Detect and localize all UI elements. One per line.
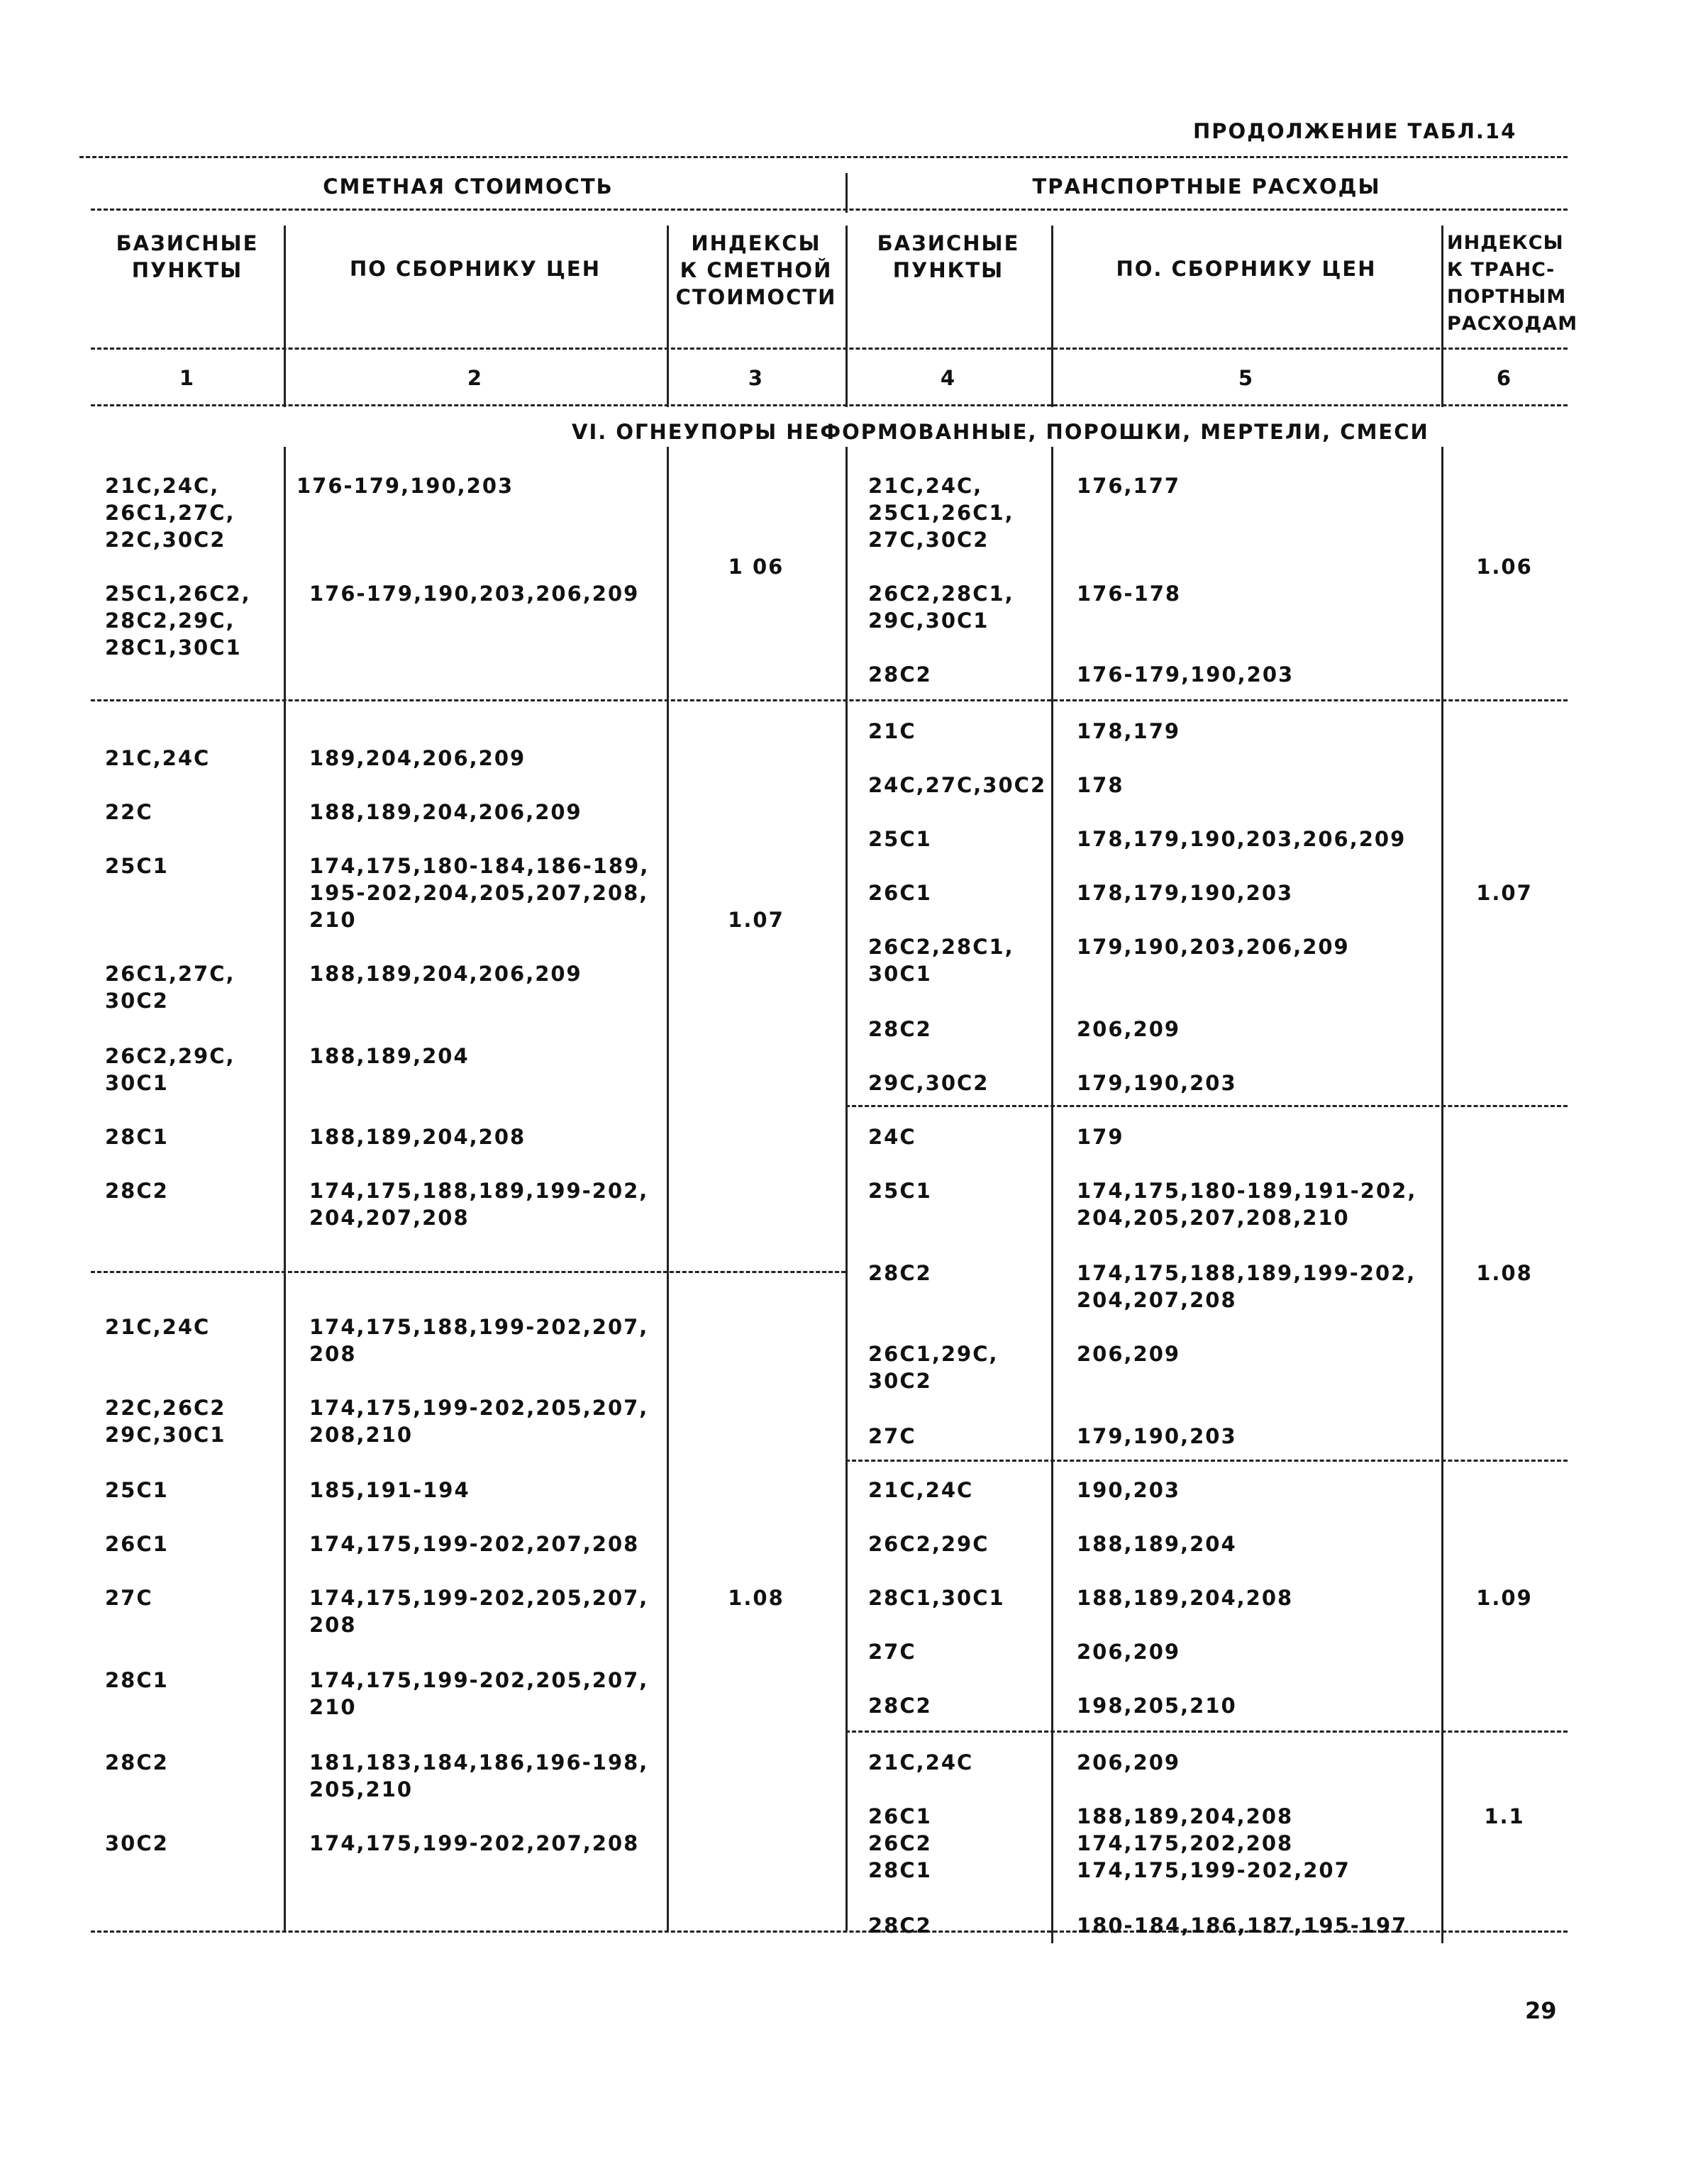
right-points: 26С1 — [868, 881, 932, 905]
right-points: 28С2 — [868, 1913, 932, 1938]
col-number-1: 1 — [179, 366, 196, 390]
right-prices: 179 — [1077, 1125, 1124, 1149]
right-points: 26С1,29С, 30С2 — [868, 1342, 999, 1393]
left-points: 28С2 — [105, 1750, 169, 1774]
right-points: 28С2 — [868, 1017, 932, 1041]
right-points: 29С,30С2 — [868, 1071, 989, 1095]
left-points: 25С1,26С2, 28С2,29С, 28С1,30С1 — [105, 582, 251, 660]
right-prices: 188,189,204,208 174,175,202,208 174,175,199-202,207 — [1077, 1804, 1351, 1882]
right-points: 21С,24С — [868, 1750, 974, 1774]
right-points: 24С — [868, 1125, 916, 1149]
right-prices: 180-184,186,187,195-197 — [1077, 1913, 1408, 1938]
right-prices: 174,175,180-189,191-202, 204,205,207,208,210 — [1077, 1179, 1417, 1230]
left-points: 26С2,29С, 30С1 — [105, 1044, 235, 1095]
right-points: 26С2,28С1, 29С,30С1 — [868, 582, 1014, 633]
left-index: 1 06 — [728, 555, 784, 579]
left-prices: 174,175,199-202,205,207, 208,210 — [309, 1396, 649, 1447]
right-prices: 190,203 — [1077, 1478, 1181, 1502]
separator-1-2 — [284, 447, 286, 1931]
left-prices: 188,189,204,208 — [309, 1125, 526, 1149]
left-prices: 174,175,188,189,199-202, 204,207,208 — [309, 1179, 649, 1230]
header-col3: ИНДЕКСЫ К СМЕТНОЙ СТОИМОСТИ — [675, 231, 837, 309]
left-index: 1.07 — [728, 908, 784, 932]
header-col2: ПО СБОРНИКУ ЦЕН — [350, 257, 601, 281]
right-prices: 188,189,204 — [1077, 1532, 1237, 1556]
right-prices: 179,190,203 — [1077, 1424, 1237, 1448]
separator-2-3 — [667, 447, 669, 1931]
rule-right-group-2 — [845, 1105, 1568, 1107]
left-points: 30С2 — [105, 1831, 169, 1855]
rule-right-group-3 — [845, 1460, 1568, 1462]
left-prices: 188,189,204 — [309, 1044, 470, 1068]
left-prices: 185,191-194 — [309, 1478, 470, 1502]
right-points: 27С — [868, 1640, 916, 1664]
left-prices: 174,175,188,199-202,207, 208 — [309, 1315, 649, 1366]
header-col6: ИНДЕКСЫ К ТРАНС- ПОРТНЫМ РАСХОДАМ — [1447, 232, 1578, 335]
left-prices: 174,175,180-184,186-189, 195-202,204,205,207,208, 210 — [309, 854, 650, 932]
right-points: 25С1 — [868, 827, 932, 851]
col-number-6: 6 — [1496, 366, 1513, 390]
right-points: 28С2 — [868, 1261, 932, 1285]
left-points: 28С1 — [105, 1125, 169, 1149]
right-points: 26С2,28С1, 30С1 — [868, 935, 1014, 986]
left-points: 22С,26С2 29С,30С1 — [105, 1396, 226, 1447]
col-number-3: 3 — [748, 366, 765, 390]
right-prices: 206,209 — [1077, 1640, 1181, 1664]
right-points: 28С2 — [868, 662, 932, 687]
left-points: 28С2 — [105, 1179, 169, 1203]
right-prices: 179,190,203,206,209 — [1077, 935, 1350, 959]
right-index: 1.06 — [1476, 555, 1533, 579]
header-col4: БАЗИСНЫЕ ПУНКТЫ — [877, 231, 1020, 282]
section-title: VI. ОГНЕУПОРЫ НЕФОРМОВАННЫЕ, ПОРОШКИ, МЕРТЕЛИ, СМЕСИ — [572, 420, 1429, 444]
left-points: 25С1 — [105, 854, 169, 878]
right-prices: 176,177 — [1077, 474, 1181, 498]
rule-header-group — [91, 209, 1568, 211]
left-prices: 181,183,184,186,196-198, 205,210 — [309, 1750, 649, 1801]
left-prices: 176-179,190,203 — [296, 474, 514, 498]
left-points: 22С — [105, 800, 153, 824]
left-points: 21С,24С — [105, 746, 211, 770]
right-prices: 174,175,188,189,199-202, 204,207,208 — [1077, 1261, 1416, 1312]
right-prices: 188,189,204,208 — [1077, 1586, 1294, 1610]
table-caption: ПРОДОЛЖЕНИЕ ТАБЛ.14 — [1193, 119, 1517, 143]
right-points: 27С — [868, 1424, 916, 1448]
right-points: 21С,24С, 25С1,26С1, 27С,30С2 — [868, 474, 1014, 552]
left-points: 28С1 — [105, 1668, 169, 1692]
right-index: 1.09 — [1476, 1586, 1533, 1610]
rule-colnum-bottom — [91, 404, 1568, 406]
header-col1: БАЗИСНЫЕ ПУНКТЫ — [116, 231, 259, 282]
left-index: 1.08 — [728, 1586, 784, 1610]
right-prices: 178,179,190,203,206,209 — [1077, 827, 1407, 851]
page-number: 29 — [1525, 1997, 1557, 2024]
col-number-4: 4 — [940, 366, 957, 390]
right-prices: 178,179,190,203 — [1077, 881, 1294, 905]
left-points: 26С1,27С, 30С2 — [105, 962, 235, 1013]
right-prices: 178 — [1077, 773, 1124, 797]
left-points: 25С1 — [105, 1478, 169, 1502]
right-points: 25С1 — [868, 1179, 932, 1203]
right-points: 28С1,30С1 — [868, 1586, 1005, 1610]
right-prices: 206,209 — [1077, 1017, 1181, 1041]
left-points: 27С — [105, 1586, 153, 1610]
left-points: 26С1 — [105, 1532, 169, 1556]
right-points: 26С2,29С — [868, 1532, 989, 1556]
right-points: 24С,27С,30С2 — [868, 773, 1047, 797]
left-points: 21С,24С, 26С1,27С, 22С,30С2 — [105, 474, 235, 552]
right-index: 1.1 — [1484, 1804, 1525, 1828]
left-prices: 188,189,204,206,209 — [309, 962, 582, 986]
right-index: 1.08 — [1476, 1261, 1533, 1285]
right-prices: 176-179,190,203 — [1077, 662, 1294, 687]
right-points: 21С,24С — [868, 1478, 974, 1502]
right-prices: 178,179 — [1077, 719, 1181, 743]
left-prices: 174,175,199-202,205,207, 210 — [309, 1668, 649, 1719]
left-points: 21С,24С — [105, 1315, 211, 1339]
right-points: 26С1 26С2 28С1 — [868, 1804, 932, 1882]
rule-header-bottom — [91, 348, 1568, 350]
right-prices: 179,190,203 — [1077, 1071, 1237, 1095]
rule-group-1 — [91, 699, 1568, 701]
header-transport-costs: ТРАНСПОРТНЫЕ РАСХОДЫ — [1032, 174, 1381, 199]
rule-left-group-2 — [91, 1271, 845, 1273]
rule-top — [79, 156, 1568, 158]
right-points: 21С — [868, 719, 916, 743]
left-prices: 174,175,199-202,207,208 — [309, 1831, 640, 1855]
separator-3-4 — [845, 447, 848, 1931]
col-number-2: 2 — [467, 366, 484, 390]
left-prices: 188,189,204,206,209 — [309, 800, 582, 824]
right-prices: 206,209 — [1077, 1750, 1181, 1774]
separator-4-5 — [1051, 447, 1053, 1943]
right-prices: 198,205,210 — [1077, 1694, 1237, 1718]
left-prices: 174,175,199-202,205,207, 208 — [309, 1586, 649, 1637]
right-points: 28С2 — [868, 1694, 932, 1718]
right-index: 1.07 — [1476, 881, 1533, 905]
right-prices: 176-178 — [1077, 582, 1182, 606]
col-number-5: 5 — [1238, 366, 1255, 390]
header-estimate-cost: СМЕТНАЯ СТОИМОСТЬ — [323, 174, 614, 199]
right-prices: 206,209 — [1077, 1342, 1181, 1366]
header-col5: ПО. СБОРНИКУ ЦЕН — [1116, 257, 1377, 281]
left-prices: 174,175,199-202,207,208 — [309, 1532, 640, 1556]
left-prices: 176-179,190,203,206,209 — [309, 582, 640, 606]
rule-right-group-4 — [845, 1731, 1568, 1733]
separator-5-6 — [1441, 447, 1443, 1943]
left-prices: 189,204,206,209 — [309, 746, 526, 770]
